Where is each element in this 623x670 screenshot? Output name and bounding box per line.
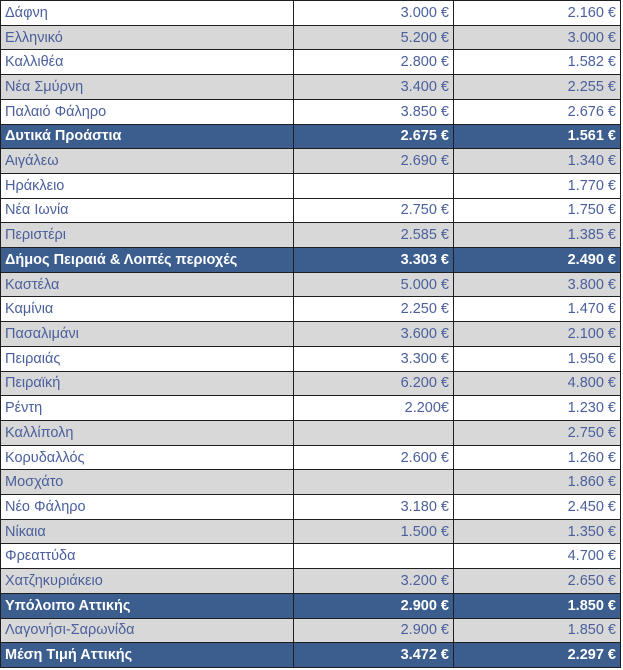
table-row <box>1 223 621 248</box>
price-cell-col1: 2.675 € <box>294 124 454 149</box>
price-cell-col2: 3.800 € <box>454 272 621 297</box>
area-name-cell: Καλλιθέα <box>1 50 294 75</box>
price-cell-col2: 1.860 € <box>454 470 621 495</box>
price-cell-col1: 3.200 € <box>294 569 454 594</box>
price-cell-col2: 1.470 € <box>454 297 621 322</box>
price-cell-col2: 2.160 € <box>454 1 621 26</box>
price-cell-col2: 2.100 € <box>454 322 621 347</box>
table-row <box>1 420 621 445</box>
price-cell-col2: 2.255 € <box>454 75 621 100</box>
area-name-cell: Φρεαττύδα <box>1 544 294 569</box>
table-row <box>1 569 621 594</box>
table-row <box>1 272 621 297</box>
area-name-cell: Περιστέρι <box>1 223 294 248</box>
area-name-cell: Χατζηκυριάκειο <box>1 569 294 594</box>
price-cell-col1: 2.200€ <box>294 396 454 421</box>
table-row <box>1 173 621 198</box>
price-cell-col1: 1.500 € <box>294 519 454 544</box>
price-cell-col2: 1.750 € <box>454 198 621 223</box>
price-cell-col1: 2.750 € <box>294 198 454 223</box>
price-cell-col1: 5.200 € <box>294 25 454 50</box>
price-cell-col2: 1.850 € <box>454 618 621 643</box>
area-name-cell: Καμίνια <box>1 297 294 322</box>
price-cell-col2: 4.800 € <box>454 371 621 396</box>
table-row <box>1 75 621 100</box>
price-cell-col2: 1.260 € <box>454 445 621 470</box>
price-cell-col1 <box>294 470 454 495</box>
price-cell-col2: 2.490 € <box>454 248 621 273</box>
table-row <box>1 50 621 75</box>
table-row <box>1 1 621 26</box>
price-cell-col1: 3.400 € <box>294 75 454 100</box>
region-header-row <box>1 593 621 618</box>
price-cell-col2: 2.650 € <box>454 569 621 594</box>
price-cell-col2: 3.000 € <box>454 25 621 50</box>
area-name-cell: Καλλίπολη <box>1 420 294 445</box>
area-name-cell: Δάφνη <box>1 1 294 26</box>
price-cell-col1: 2.585 € <box>294 223 454 248</box>
area-name-cell: Δήμος Πειραιά & Λοιπές περιοχές <box>1 248 294 273</box>
table-row <box>1 445 621 470</box>
area-name-cell: Κορυδαλλός <box>1 445 294 470</box>
price-cell-col1: 3.850 € <box>294 99 454 124</box>
table-row <box>1 519 621 544</box>
area-name-cell: Νίκαια <box>1 519 294 544</box>
price-cell-col1 <box>294 544 454 569</box>
area-name-cell: Μέση Τιμή Αττικής <box>1 643 294 668</box>
price-cell-col1: 2.250 € <box>294 297 454 322</box>
price-cell-col1: 2.900 € <box>294 593 454 618</box>
price-cell-col1 <box>294 420 454 445</box>
table-row <box>1 396 621 421</box>
area-name-cell: Πασαλιμάνι <box>1 322 294 347</box>
price-cell-col2: 1.582 € <box>454 50 621 75</box>
area-name-cell: Νέα Ιωνία <box>1 198 294 223</box>
area-name-cell: Καστέλα <box>1 272 294 297</box>
price-cell-col2: 2.297 € <box>454 643 621 668</box>
area-name-cell: Πειραϊκή <box>1 371 294 396</box>
table-row <box>1 346 621 371</box>
price-cell-col2: 1.340 € <box>454 149 621 174</box>
area-name-cell: Ρέντη <box>1 396 294 421</box>
table-row <box>1 495 621 520</box>
price-cell-col1: 3.180 € <box>294 495 454 520</box>
area-name-cell: Αιγάλεω <box>1 149 294 174</box>
price-cell-col2: 1.350 € <box>454 519 621 544</box>
table-row <box>1 371 621 396</box>
price-cell-col2: 2.750 € <box>454 420 621 445</box>
region-header-row <box>1 643 621 668</box>
table-row <box>1 470 621 495</box>
area-name-cell: Νέα Σμύρνη <box>1 75 294 100</box>
area-name-cell: Ελληνικό <box>1 25 294 50</box>
area-name-cell: Δυτικά Προάστια <box>1 124 294 149</box>
price-cell-col2: 1.770 € <box>454 173 621 198</box>
price-cell-col1: 5.000 € <box>294 272 454 297</box>
price-cell-col1: 3.303 € <box>294 248 454 273</box>
price-cell-col1: 6.200 € <box>294 371 454 396</box>
table-row <box>1 544 621 569</box>
price-cell-col1: 3.300 € <box>294 346 454 371</box>
price-cell-col2: 1.385 € <box>454 223 621 248</box>
table-row <box>1 297 621 322</box>
price-cell-col2: 2.676 € <box>454 99 621 124</box>
price-cell-col1: 3.600 € <box>294 322 454 347</box>
price-cell-col1: 2.690 € <box>294 149 454 174</box>
price-table-body <box>1 1 621 668</box>
area-name-cell: Υπόλοιπο Αττικής <box>1 593 294 618</box>
price-cell-col1: 2.800 € <box>294 50 454 75</box>
price-cell-col2: 1.230 € <box>454 396 621 421</box>
table-row <box>1 149 621 174</box>
area-name-cell: Λαγονήσι-Σαρωνίδα <box>1 618 294 643</box>
area-name-cell: Ηράκλειο <box>1 173 294 198</box>
table-row <box>1 99 621 124</box>
price-cell-col1: 3.472 € <box>294 643 454 668</box>
price-cell-col1: 3.000 € <box>294 1 454 26</box>
region-header-row <box>1 124 621 149</box>
price-cell-col1 <box>294 173 454 198</box>
price-cell-col2: 4.700 € <box>454 544 621 569</box>
area-name-cell: Μοσχάτο <box>1 470 294 495</box>
price-cell-col2: 2.450 € <box>454 495 621 520</box>
table-row <box>1 618 621 643</box>
price-cell-col2: 1.561 € <box>454 124 621 149</box>
price-cell-col2: 1.850 € <box>454 593 621 618</box>
price-cell-col2: 1.950 € <box>454 346 621 371</box>
area-name-cell: Πειραιάς <box>1 346 294 371</box>
area-name-cell: Νέο Φάληρο <box>1 495 294 520</box>
price-cell-col1: 2.900 € <box>294 618 454 643</box>
table-row <box>1 322 621 347</box>
region-header-row <box>1 248 621 273</box>
price-cell-col1: 2.600 € <box>294 445 454 470</box>
area-name-cell: Παλαιό Φάληρο <box>1 99 294 124</box>
table-row <box>1 25 621 50</box>
table-row <box>1 198 621 223</box>
